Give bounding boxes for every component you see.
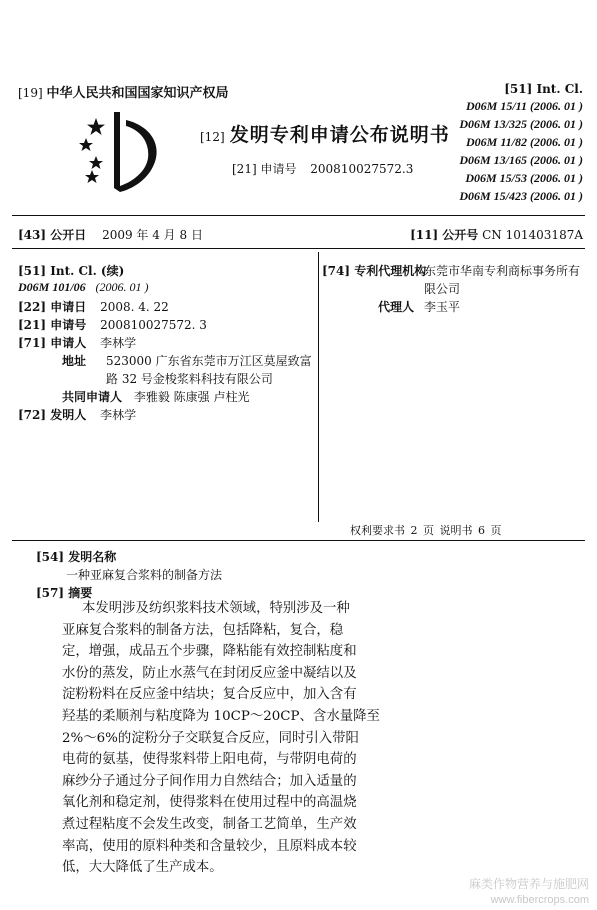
abstract-line: 率高，使用的原料种类和含量较少，且原料成本较 — [62, 838, 357, 854]
abstract-line: 定，增强，成品五个步骤，降粘能有效控制粘度和 — [62, 644, 357, 660]
abstract-line: 2%～6%的淀粉分子交联复合反应，同时引入带阳 — [62, 730, 359, 746]
int-cl-entry: D06M 13/325 (2006. 01 ) — [459, 117, 583, 131]
int-cl-entry: D06M 15/423 (2006. 01 ) — [459, 189, 583, 203]
publication-number: [11] 公开号 CN 101403187A — [410, 228, 583, 242]
abstract-line: 本发明涉及纺织浆料技术领域，特别涉及一种 — [82, 601, 350, 616]
abstract-line: 淀粉粉料在反应釜中结块；复合反应中，加入含有 — [62, 687, 357, 703]
column-divider — [318, 252, 319, 522]
doc-type-title: 发明专利申请公布说明书 — [229, 124, 450, 146]
int-cl-cont-label: [51] Int. Cl. (续) — [18, 264, 125, 278]
abstract-line: 麻纱分子通过分子间作用力自然结合；加入适量的 — [62, 773, 357, 789]
app-no-value: 200810027572.3 — [310, 162, 414, 176]
int-cl-entry: D06M 15/53 (2006. 01 ) — [465, 171, 583, 185]
int-cl-entry: D06M 11/82 (2006. 01 ) — [465, 135, 583, 149]
agency-name: 东莞市华南专利商标事务所有 — [424, 264, 581, 278]
abstract-line: 亚麻复合浆料的制备方法，包括降粘，复合，稳 — [62, 622, 344, 638]
address-label: 地址 — [62, 354, 87, 368]
patent-office-logo — [72, 112, 168, 196]
agent-label: 代理人 — [378, 300, 415, 314]
office-code: [19] — [18, 86, 43, 100]
star-icon — [89, 156, 103, 169]
star-icon — [87, 118, 105, 135]
int-cl-entry: D06M 13/165 (2006. 01 ) — [459, 153, 583, 167]
page-count: 权利要求书 2 页 说明书 6 页 — [350, 524, 502, 537]
doc-type-code: [12] — [200, 130, 225, 144]
office-name: 中华人民共和国国家知识产权局 — [46, 86, 229, 101]
address-line: 523000 广东省东莞市万江区莫屋致富 — [106, 354, 312, 368]
invention-title: 一种亚麻复合浆料的制备方法 — [66, 568, 223, 582]
agency-label: [74] 专利代理机构 — [322, 264, 427, 278]
application-number — [232, 160, 413, 177]
abstract-line: 羟基的柔顺剂与粘度降为 10CP～20CP、含水量降至 — [62, 709, 380, 724]
abstract-line: 电荷的氨基，使得浆料带上阳电荷，与带阴电荷的 — [62, 752, 357, 768]
star-icon — [85, 170, 99, 183]
application-no-row: [21] 申请号 200810027572. 3 — [18, 318, 207, 332]
watermark-url: www.fibercrops.com — [490, 894, 589, 906]
invention-title-label: [54] 发明名称 — [36, 550, 117, 564]
divider — [12, 540, 585, 541]
app-no-label: [21] 申请号 — [232, 162, 297, 176]
int-cl-cont-entry: D06M 101/06 (2006. 01 ) — [18, 280, 149, 294]
star-icon — [79, 138, 93, 151]
abstract-line: 低，大大降低了生产成本。 — [62, 860, 223, 876]
publication-date: [43] 公开日 2009 年 4 月 8 日 — [18, 228, 203, 242]
abstract-line: 煮过程粘度不会发生改变，制备工艺简单，生产效 — [62, 817, 357, 832]
abstract-line: 水份的蒸发，防止水蒸气在封闭反应釜中凝结以及 — [62, 665, 357, 681]
applicant-row: [71] 申请人 李林学 — [18, 336, 137, 350]
address-line: 路 32 号金梭浆料科技有限公司 — [106, 372, 273, 386]
inventor-row: [72] 发明人 李林学 — [18, 408, 137, 422]
agency-name: 限公司 — [424, 282, 461, 296]
abstract-label: [57] 摘要 — [36, 586, 93, 600]
co-applicant-row: 共同申请人 李雅毅 陈康强 卢柱光 — [62, 390, 250, 404]
agent-name: 李玉平 — [424, 300, 461, 314]
watermark-title: 麻类作物营养与施肥网 — [468, 877, 589, 891]
abstract-line: 氧化剂和稳定剂，使得浆料在使用过程中的高温烧 — [62, 795, 357, 811]
office-header — [18, 82, 228, 101]
divider — [12, 215, 585, 216]
divider — [12, 248, 585, 249]
int-cl-entry: D06M 15/11 (2006. 01 ) — [465, 99, 583, 113]
document-type — [200, 120, 450, 147]
filing-date: [22] 申请日 2008. 4. 22 — [18, 300, 169, 314]
int-cl-label: [51] Int. Cl. — [504, 82, 583, 96]
